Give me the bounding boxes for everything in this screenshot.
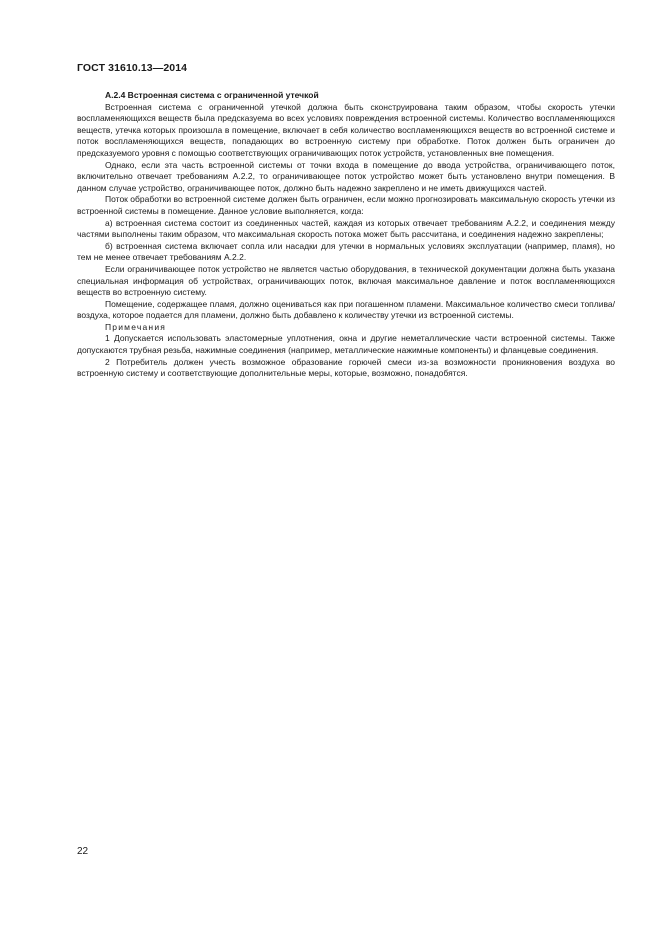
list-item-b: б) встроенная система включает сопла или насадки для утечки в нормальных условиях эксплуатации (например, пламя), но тем не менее отвечает требованиям А.2.2. (77, 240, 615, 263)
paragraph: Поток обработки во встроенной системе должен быть ограничен, если можно прогнозировать максимальную скорость утечки из встроенной системы в помещение. Данное условие выполняется, когда: (77, 194, 615, 216)
paragraph: Встроенная система с ограниченной утечкой должна быть сконструирована таким образом, чтобы скорость утечки воспламеняющихся веществ была предсказуема во всех условиях повреждения встроенной системы. Количество воспламеняющихся веществ, утечка которых произошла в помещение, включает в себя количество воспламеняющихся веществ во встроенной системе и поток воспламеняющихся веществ, попадающих во встроенную систему при обработке. Поток должен быть ограничен до предсказуемого уровня с помощью соответствующих ограничивающих поток устройств, установленных вне помещения. (77, 101, 615, 158)
paragraph: Если ограничивающее поток устройство не является частью оборудования, в технической документации должна быть указана специальная информация об устройствах, ограничивающих поток, включая максимальное давление и поток воспламеняющихся веществ во встроенную систему. (77, 263, 615, 298)
list-item-a: а) встроенная система состоит из соединенных частей, каждая из которых отвечает требованиям А.2.2, и соединения между частями выполнены таким образом, что максимальная скорость потока может быть рассчитана, и соединения надежно закреплены; (77, 217, 615, 240)
paragraph: Помещение, содержащее пламя, должно оцениваться как при погашенном пламени. Максимальное количество смеси топлива/воздуха, которое подается для пламени, должно быть добавлено к количеству утечки из встроенной системы. (77, 298, 615, 321)
page-number: 22 (77, 846, 89, 857)
section-heading: A.2.4 Встроенная система с ограниченной утечкой (105, 90, 319, 100)
note-item: 2 Потребитель должен учесть возможное образование горючей смеси из-за возможности проникновения воздуха во встроенную систему и соответствующие дополнительные меры, которые, возможно, понадобятся. (77, 356, 615, 379)
section-content (77, 90, 615, 380)
note-item: 1 Допускается использовать эластомерные уплотнения, окна и другие неметаллические части встроенной системы. Также допускаются трубная резьба, нажимные соединения (например, металлические нажимные компоненты) и фланцевые соединения. (77, 333, 615, 356)
paragraph: Однако, если эта часть встроенной системы от точки входа в помещение до ввода устройства, ограничивающего поток, включительно отвечает требованиям А.2.2, то ограничивающее поток устройство может быть установлено внутри помещения. В данном случае устройство, ограничивающее поток, должно быть надежно закреплено и не иметь движущихся частей. (77, 159, 615, 193)
standard-code: ГОСТ 31610.13—2014 (77, 62, 188, 74)
notes-title: Примечания (105, 321, 167, 332)
